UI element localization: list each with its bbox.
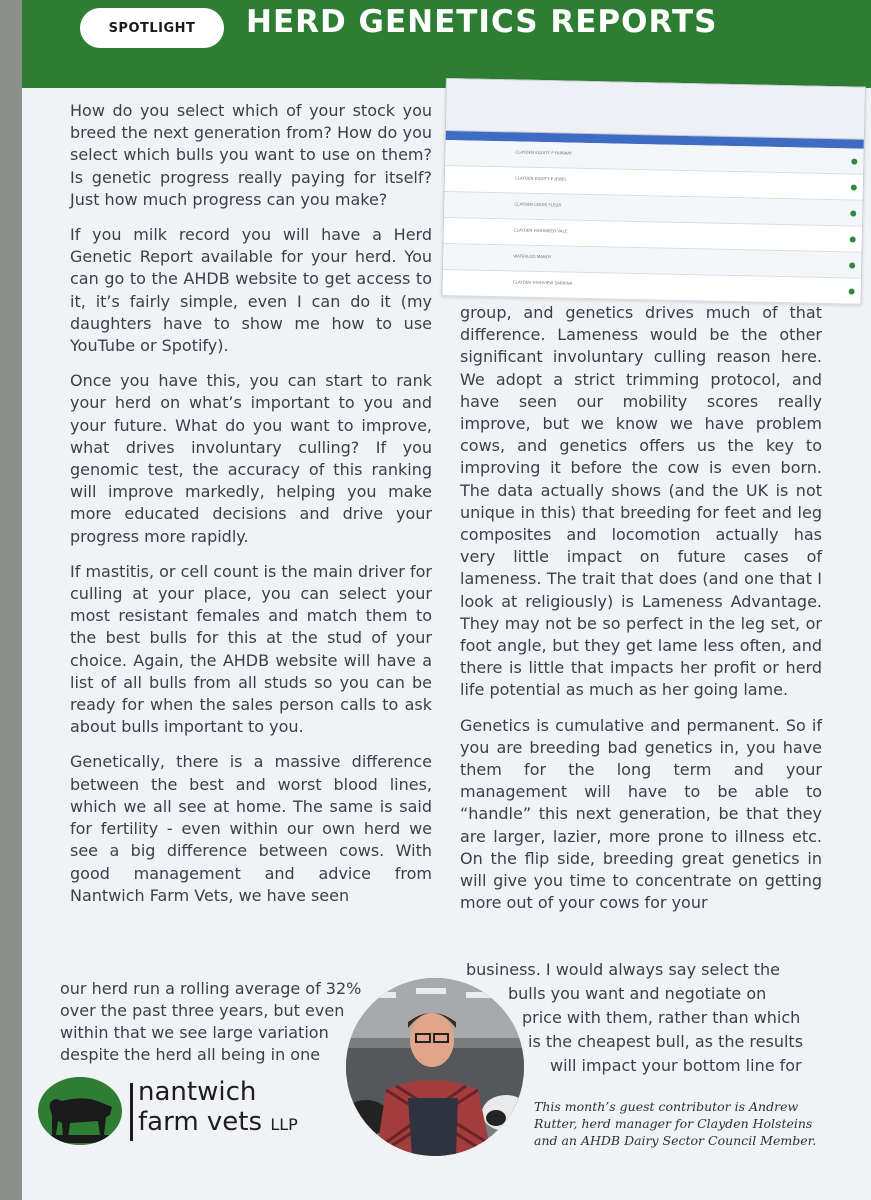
nantwich-farm-vets-logo bbox=[38, 1075, 328, 1145]
status-dot-icon bbox=[850, 210, 856, 216]
logo-divider bbox=[130, 1083, 133, 1141]
status-dot-icon bbox=[849, 262, 855, 268]
text-line: is the cheapest bull, as the results bbox=[528, 1032, 804, 1051]
table-rows bbox=[442, 140, 863, 306]
table-row-label: CLAYDEN HIGHWEED VALE bbox=[513, 227, 568, 234]
logo-sub-text: farm vets bbox=[138, 1107, 263, 1137]
text-line: our herd run a rolling average of 32% bbox=[60, 979, 362, 998]
paragraph: group, and genetics drives much of that difference. Lameness would be the other significant involuntary culling reason here. We adopt a strict trimming protocol, and have seen our mobility scores really improve, but we know we have problem cows, and genetics offers us the key to improving it before the cow is even born. The data actually shows (and the UK is not unique in this) that breeding for feet and leg composites and locomotion actually has very little impact on future cases of lameness. The trait that does (and one that I look at religiously) is Lameness Advantage. They may not be so perfect in the leg set, or foot angle, but they get lame less often, and there is little that impacts her profit or herd life potential as much as her going lame. bbox=[460, 303, 822, 700]
table-row-label: CLAYDEN LEEDS FLEUR bbox=[514, 201, 562, 208]
text-line: within that we see large variation bbox=[60, 1023, 329, 1042]
table-row-label: CLAYDEN HIGHVIEW SABRINA bbox=[512, 279, 573, 286]
paragraph: If you milk record you will have a Herd Genetic Report available for your herd. You can go to the AHDB website to get access to it, it’s fairly simple, even I can do it (my daughters have to show me how to use YouTube or Spotify). bbox=[70, 225, 432, 356]
text-line: despite the herd all being in one bbox=[60, 1045, 321, 1064]
article-left-column bbox=[70, 100, 432, 907]
status-dot-icon bbox=[850, 236, 856, 242]
author-caption: This month’s guest contributor is Andrew Rutter, herd manager for Clayden Holsteins and an AHDB Dairy Sector Council Member. bbox=[534, 1099, 817, 1148]
table-row-label: CLAYDEN EQUITY P FAIRWAY bbox=[515, 149, 573, 156]
paragraph: Once you have this, you can start to rank your herd on what’s important to you and your future. What do you want to improve, what drives involuntary culling? If you genomic test, the accuracy of this ranking will improve markedly, helping you make more educated decisions and drive your progress more rapidly. bbox=[70, 371, 432, 546]
text-line: over the past three years, but even bbox=[60, 1001, 345, 1020]
table-row-label: WATERLOO MANDY bbox=[513, 253, 552, 260]
author-photo bbox=[346, 978, 524, 1156]
spotlight-badge: SPOTLIGHT bbox=[80, 8, 224, 48]
paragraph: Genetics is cumulative and permanent. So if you are breeding bad genetics in, you have them for the long term and your management will have to be able to “handle” this next generation, be that they are larger, lazier, more prone to illness etc. On the flip side, breeding great genetics in will give you time to concentrate on getting more out of your cows for your bbox=[460, 715, 822, 913]
page-title: HERD GENETICS REPORTS bbox=[246, 4, 718, 40]
text-line: business. I would always say select the bbox=[466, 960, 781, 979]
logo-suffix: LLP bbox=[270, 1115, 298, 1134]
herd-genetic-report-table-image bbox=[441, 78, 865, 305]
text-line: price with them, rather than which bbox=[522, 1008, 801, 1027]
paragraph: How do you select which of your stock you breed the next generation from? How do you select which bulls you want to use on them? Is genetic progress really paying for itself? Just how much progress can you make? bbox=[70, 101, 432, 209]
table-row-label: CLAYDEN EQUITY P JEWEL bbox=[514, 175, 567, 182]
logo-emblem bbox=[38, 1077, 122, 1145]
text-line: bulls you want and negotiate on bbox=[508, 984, 767, 1003]
status-dot-icon bbox=[851, 159, 857, 165]
paragraph: Genetically, there is a massive difference between the best and worst blood lines, which we all see at home. The same is said for fertility - even within our own herd we see a big difference between cows. With good management and advice from Nantwich Farm Vets, we have seen bbox=[70, 752, 432, 905]
status-dot-icon bbox=[849, 288, 855, 294]
cow-icon bbox=[46, 1091, 116, 1143]
article-right-column bbox=[460, 302, 822, 914]
table-header bbox=[446, 79, 865, 140]
paragraph: If mastitis, or cell count is the main driver for culling at your place, you can select your most resistant females and match them to the best bulls for this at the stud of your choice. Again, the AHDB website will have a list of all bulls from all studs so you can be ready for when the sales person calls to ask about bulls important to you. bbox=[70, 561, 432, 737]
logo-subtitle bbox=[138, 1108, 298, 1139]
status-dot-icon bbox=[851, 185, 857, 191]
text-line: will impact your bottom line for bbox=[550, 1056, 802, 1075]
logo-name: nantwich bbox=[138, 1077, 257, 1107]
author-photo-illustration bbox=[346, 978, 524, 1156]
